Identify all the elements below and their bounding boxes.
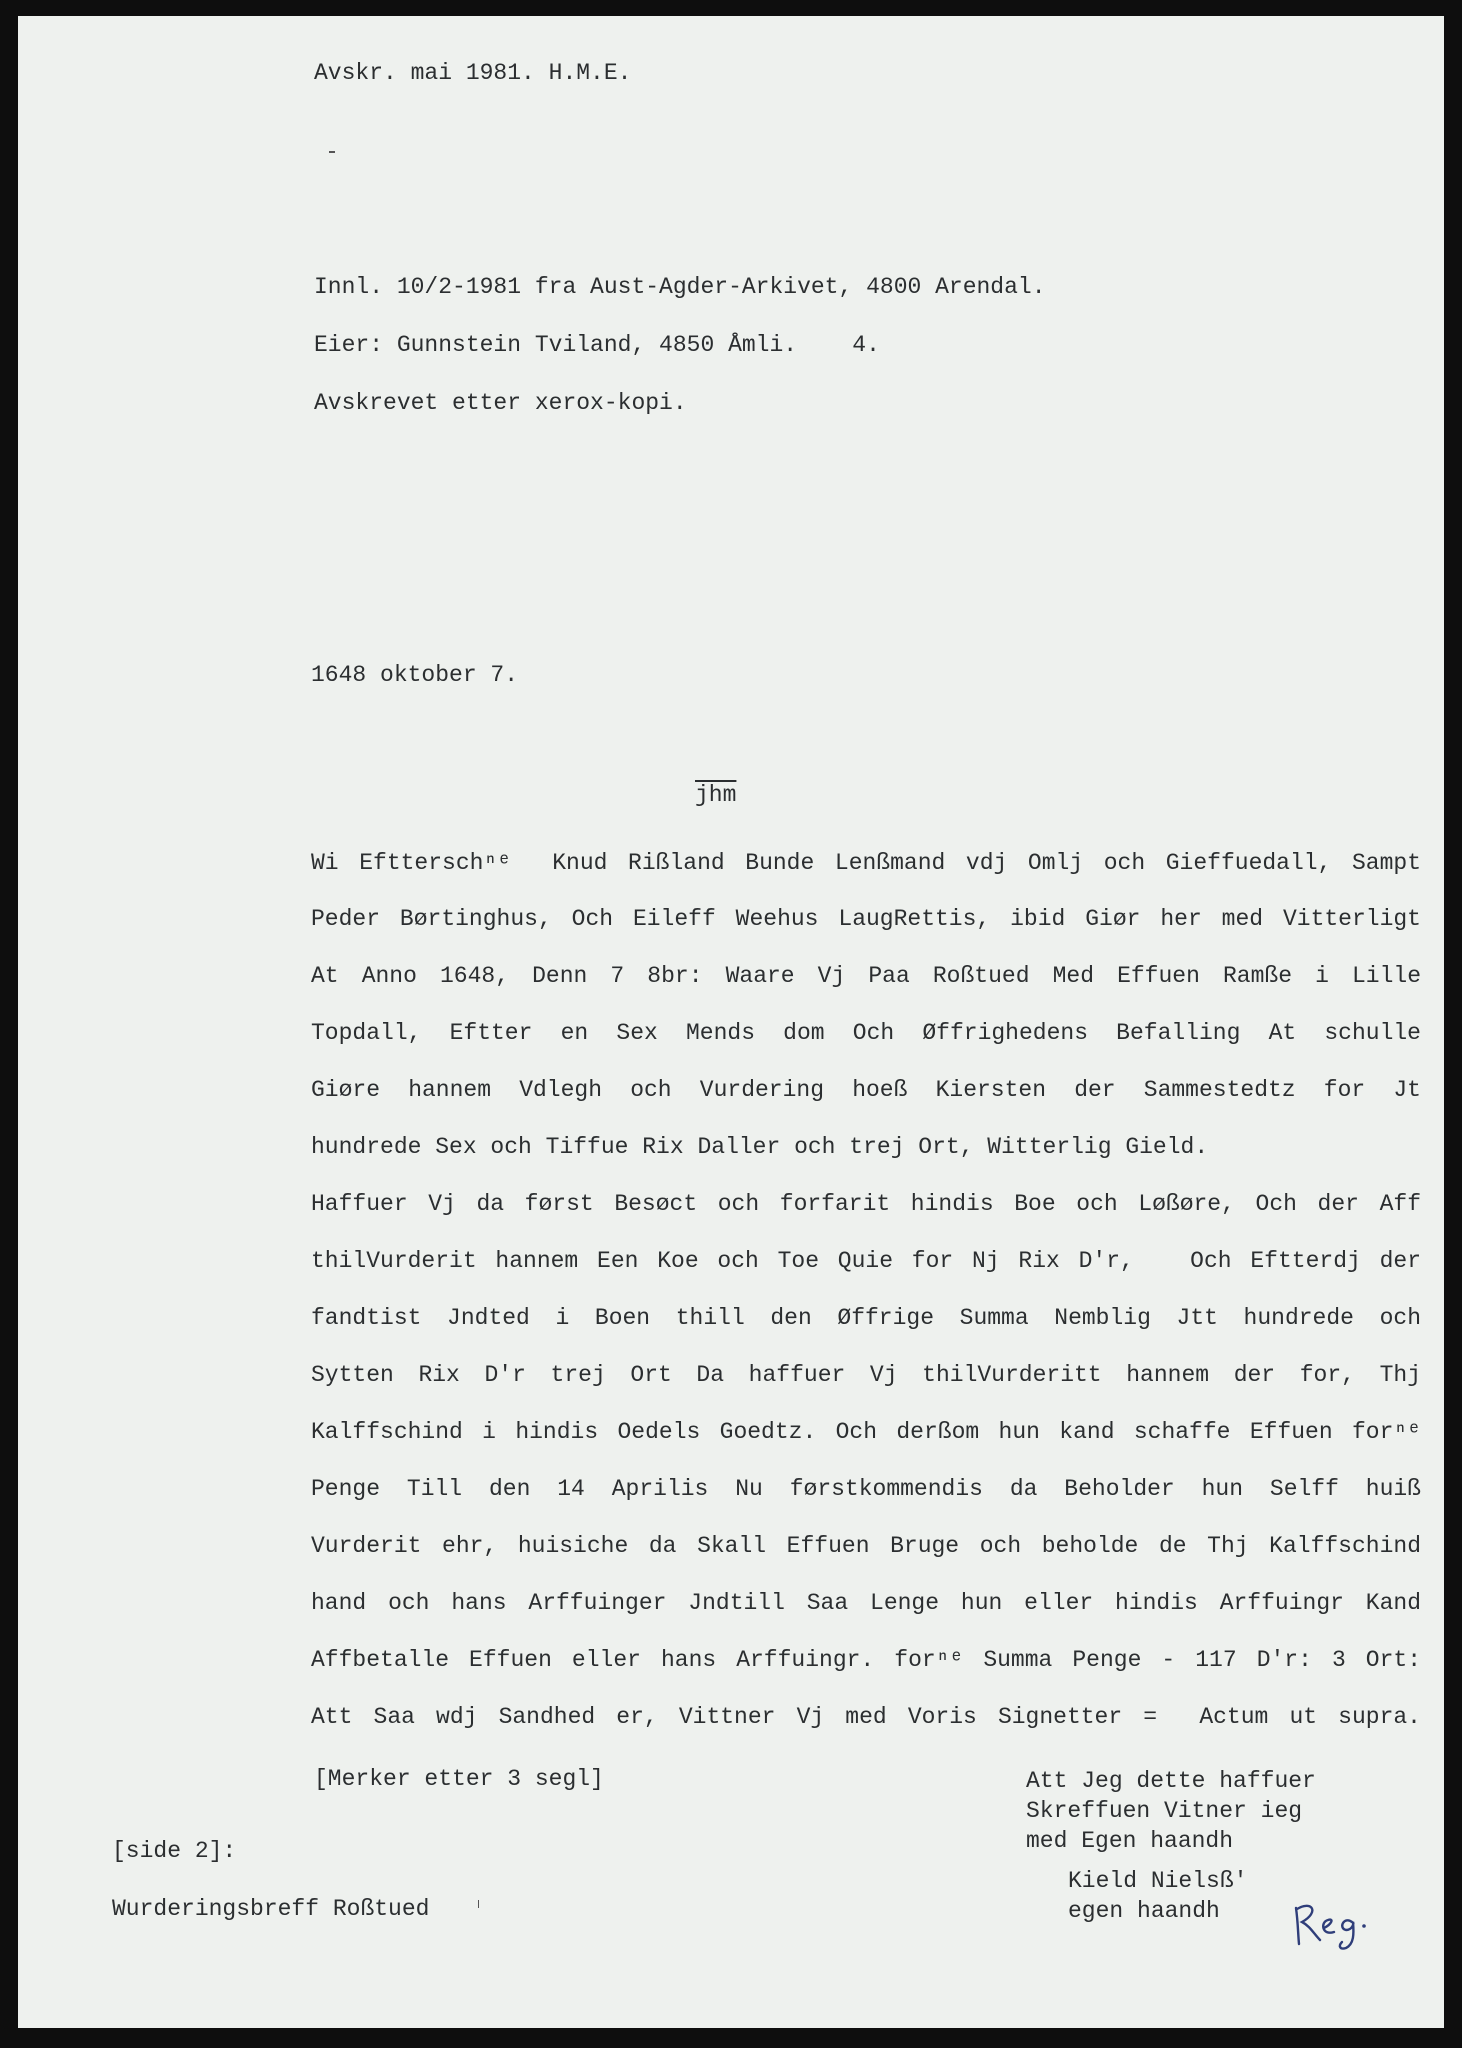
document-date: 1648 oktober 7. <box>311 662 519 688</box>
body-line-5: Giøre hannem Vdlegh och Vurdering hoeß Kiersten der Sammestedtz for Jt <box>311 1077 1421 1103</box>
signature-line-2: Skreffuen Vitner ieg <box>1026 1798 1303 1824</box>
reg-handwritten-mark <box>1290 1894 1380 1954</box>
signature-line-1: Att Jeg dette haffuer <box>1026 1768 1316 1794</box>
receipt-line-2: Eier: Gunnstein Tviland, 4850 Åmli. 4. <box>314 332 880 358</box>
verso-page-ref: [side 2]: <box>112 1838 237 1864</box>
stray-mark <box>329 151 335 153</box>
body-line-1: Wi Eftterschⁿᵉ Knud Rißland Bunde Lenßmand vdj Omlj och Gieffuedall, Sampt <box>311 850 1421 876</box>
verso-title: Wurderingsbreff Roßtued <box>112 1896 430 1922</box>
body-line-15: Affbetalle Effuen eller hans Arffuingr. forⁿᵉ Summa Penge - 117 D'r: 3 Ort: <box>311 1647 1421 1673</box>
bleed-through-text <box>938 396 1000 463</box>
body-line-4: Topdall, Eftter en Sex Mends dom Och Øffrighedens Befalling At schulle <box>311 1020 1421 1046</box>
body-line-2: Peder Børtinghus, Och Eileff Weehus LaugRettis, ibid Giør her med Vitterligt <box>311 906 1421 932</box>
body-line-13: Vurderit ehr, huisiche da Skall Effuen Bruge och beholde de Thj Kalffschind <box>311 1533 1421 1559</box>
body-line-10: Sytten Rix D'r trej Ort Da haffuer Vj thilVurderitt hannem der for, Thj <box>311 1362 1421 1388</box>
signature-line-4: Kield Nielsß' <box>1068 1868 1248 1894</box>
signature-line-3: med Egen haandh <box>1026 1828 1234 1854</box>
body-line-11: Kalffschind i hindis Oedels Goedtz. Och derßom hun kand schaffe Effuen forⁿᵉ <box>311 1419 1421 1445</box>
body-line-6: hundrede Sex och Tiffue Rix Daller och trej Ort, Witterlig Gield. <box>311 1134 1209 1160</box>
transcription-note: Avskr. mai 1981. H.M.E. <box>314 60 632 86</box>
seal-note: [Merker etter 3 segl] <box>314 1766 604 1792</box>
stray-mark <box>478 1900 479 1908</box>
body-line-8: thilVurderit hannem Een Koe och Toe Quie for Nj Rix D'r, Och Eftterdj der <box>311 1248 1421 1274</box>
body-line-16: Att Saa wdj Sandhed er, Vittner Vj med Voris Signetter = Actum ut supra. <box>311 1704 1421 1730</box>
body-line-12: Penge Till den 14 Aprilis Nu førstkommendis da Beholder hun Selff huiß <box>311 1476 1421 1502</box>
body-line-3: At Anno 1648, Denn 7 8br: Waare Vj Paa Roßtued Med Effuen Ramße i Lille <box>311 963 1421 989</box>
body-line-9: fandtist Jndted i Boen thill den Øffrige Summa Nemblig Jtt hundrede och <box>311 1305 1421 1331</box>
signature-line-5: egen haandh <box>1068 1898 1220 1924</box>
document-page <box>18 16 1444 2028</box>
receipt-line-1: Innl. 10/2-1981 fra Aust-Agder-Arkivet, 4800 Arendal. <box>314 274 1046 300</box>
receipt-line-3: Avskrevet etter xerox-kopi. <box>314 390 687 416</box>
body-line-14: hand och hans Arffuinger Jndtill Saa Lenge hun eller hindis Arffuingr Kand <box>311 1590 1421 1616</box>
scribe-initials: $\overline{jhm}$ <box>695 782 737 808</box>
body-line-7: Haffuer Vj da først Besøct och forfarit hindis Boe och Løßøre, Och der Aff <box>311 1191 1421 1217</box>
